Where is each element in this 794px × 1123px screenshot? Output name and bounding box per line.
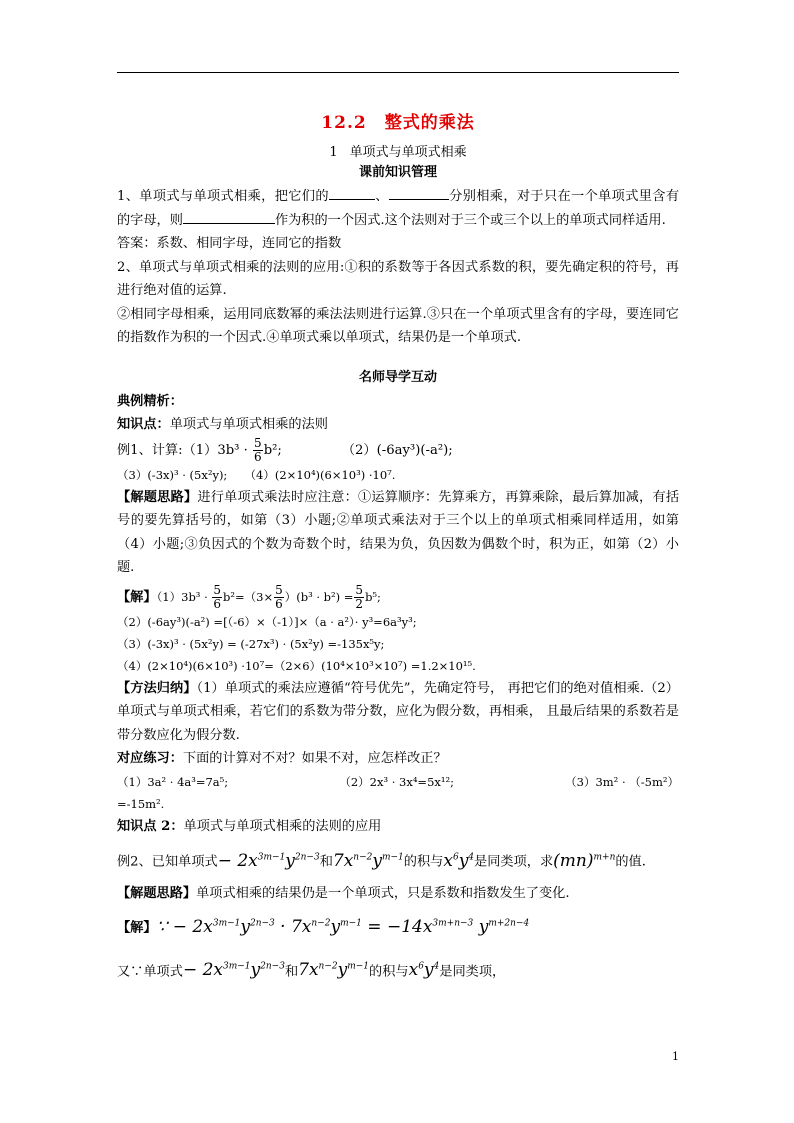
sol2-t5: = −14x: [361, 916, 433, 937]
method-summary: [117, 677, 679, 748]
page-title: [117, 108, 679, 133]
sol1-part-b: b²=（3×: [223, 589, 274, 604]
m3-base: x: [443, 850, 453, 871]
fill-blank-3[interactable]: [183, 222, 275, 224]
fill-blank-2[interactable]: [389, 198, 449, 200]
monomial-2: [298, 960, 369, 980]
question-2-cont: ②相同字母相乘，运用同底数幂的乘法法则进行运算.③只在一个单项式里含有的字母，要连同它的指数作为积的一个因式.④单项式乘以单项式，结果仍是一个单项式.: [117, 306, 679, 345]
m3-y-exp: 4: [468, 852, 475, 862]
example-2: [117, 842, 679, 878]
m1-exp: 3m−1: [257, 852, 286, 862]
header-rule: [117, 72, 679, 73]
m2-y: y: [372, 850, 382, 871]
typical-examples-label: 典例精析：: [117, 393, 183, 409]
ex2-part-e: 的值.: [615, 854, 646, 870]
solution-1-line-3: （3）(-3x)³ · (5x²y) = (-27x³) · (5x²y) =-135x⁵y;: [117, 636, 385, 651]
lm1-exp: 3m−1: [223, 961, 251, 972]
last-part-b: 和: [284, 964, 299, 980]
method-label: 【方法归纳】: [117, 680, 197, 696]
sol2-t6: y: [473, 916, 489, 937]
expression-mn: [553, 851, 615, 871]
section-heading-preview: 课前知识管理: [358, 165, 437, 180]
denominator: 6: [254, 449, 262, 464]
m1-y: y: [285, 850, 295, 871]
solution-1-line-4: （4）(2×10⁴)(6×10³) ·10⁷=（2×6）(10⁴×10³×10⁷) =1.2×10¹⁵.: [117, 658, 476, 673]
sol2-label: 【解】: [117, 920, 157, 936]
solution-2: [117, 907, 679, 945]
solution-1: [117, 584, 679, 611]
solution-2-equation: [157, 917, 530, 937]
mn-exp: m+n: [593, 852, 616, 862]
m1-base: − 2x: [217, 850, 258, 871]
practice: [117, 747, 679, 771]
q1-text-d: 作为积的一个因式.这个法则对于三个或三个以上的单项式同样适用.: [274, 212, 666, 228]
m3-y: y: [458, 850, 469, 871]
think2-label: 【解题思路】: [117, 885, 197, 901]
knowledge-point-1: [117, 413, 679, 437]
denominator: 6: [213, 596, 222, 611]
kp1-text: 单项式与单项式相乘的法则: [169, 417, 328, 432]
sol2-t2: y: [240, 916, 250, 937]
m1-y-exp: 2n−3: [294, 852, 320, 862]
mn-base: (mn): [553, 850, 594, 871]
fraction: [274, 584, 284, 611]
subtitle-text: 单项式与单项式相乘: [349, 145, 467, 160]
sol2-e1: 3m−1: [212, 918, 241, 929]
numerator: 5: [213, 582, 222, 597]
ex2-part-c: 的积与: [403, 854, 444, 870]
fraction: [354, 584, 364, 611]
practice-items: [117, 771, 679, 793]
sol2-e6: m+2n−4: [488, 918, 530, 929]
m2-exp: n−2: [353, 852, 373, 862]
subtitle-number: 1: [329, 145, 338, 160]
fraction: [253, 437, 263, 464]
q1-text-c: 分别相乘，对于只在一个单项式里含有的字母，则: [117, 189, 680, 228]
sol2-t4: y: [330, 916, 341, 937]
kp2-label: 知识点 2：: [117, 818, 184, 834]
question-1: [117, 185, 679, 232]
document-body: [117, 100, 679, 988]
lm1-y-exp: 2n−3: [260, 961, 285, 972]
example-1: [117, 437, 679, 464]
sol1-part-d: b⁵;: [365, 589, 381, 604]
section-heading-interaction: 名师导学互动: [358, 369, 437, 385]
solution-thinking-2: [117, 882, 679, 906]
sol1-part-a: （1）3b³ ·: [156, 589, 212, 604]
lm3-y: y: [423, 960, 434, 981]
lm2-y: y: [337, 960, 348, 981]
knowledge-point-2: [117, 815, 679, 839]
section-number: 12.2: [321, 113, 367, 133]
monomial-1: [218, 851, 320, 871]
denominator: 6: [275, 596, 283, 611]
lm1-base: − 2x: [182, 960, 223, 981]
think2-text: 单项式相乘的结果仍是一个单项式，只是系数和指数发生了变化.: [196, 885, 570, 901]
monomial-2: [333, 851, 404, 871]
m2-y-exp: m−1: [381, 852, 404, 862]
practice-item-1: （1）3a² · 4a³=7a⁵;: [117, 774, 229, 789]
monomial-1: [183, 960, 285, 980]
example-1-cont: （3）(-3x)³ · (5x²y); （4）(2×10⁴)(6×10³) ·10⁷.: [117, 467, 396, 482]
lm2-base: 7x: [298, 960, 319, 981]
m2-base: 7x: [332, 850, 354, 871]
lm3-exp: 6: [418, 961, 424, 972]
last-part-d: 是同类项，: [439, 964, 506, 980]
question-2: 2、单项式与单项式相乘的法则的应用:①积的系数等于各因式系数的积，要先确定积的符号，再进行绝对值的运算.: [117, 259, 679, 298]
sol2-t1: ∵ − 2x: [156, 916, 213, 937]
practice-item-3: （3）3m² · （-5m²）: [565, 774, 679, 789]
answer-line: 答案：系数、相同字母，连同它的指数: [117, 236, 342, 251]
sol2-e4: m−1: [340, 918, 362, 929]
lm1-y: y: [250, 960, 261, 981]
practice-label: 对应练习：: [117, 751, 183, 766]
subtitle: [117, 143, 679, 163]
page-number: 1: [672, 1050, 679, 1063]
sol2-t3: · 7x: [274, 916, 312, 937]
sol2-e2: 2n−3: [249, 918, 275, 929]
sol2-e3: n−2: [311, 918, 331, 929]
solution-2-cont: [117, 951, 679, 989]
lm3-base: x: [408, 960, 419, 981]
method-text: （1）单项式的乘法应遵循“符号优先”，先确定符号， 再把它们的绝对值相乘.（2）单项式与单项式相乘，若它们的系数为带分数，应化为假分数，再相乘， 且最后结果的系数若是带分数应化为假分数.: [117, 680, 679, 743]
section-title: 整式的乘法: [384, 113, 475, 133]
fraction: [212, 584, 222, 611]
lm3-y-exp: 4: [433, 961, 440, 972]
sol2-e5: 3m+n−3: [432, 918, 474, 929]
ex1-part-c: （2）(-6ay³)(-a²);: [341, 442, 453, 458]
m3-exp: 6: [452, 852, 459, 862]
lm2-exp: n−2: [318, 961, 338, 972]
monomial-3: [443, 851, 474, 871]
sol1-part-c: ）(b³ · b²) =: [284, 589, 354, 604]
q1-text-b: 、: [374, 189, 389, 204]
numerator: 5: [254, 435, 262, 450]
kp1-label: 知识点：: [117, 417, 170, 432]
think1-text: 进行单项式乘法时应注意：①运算顺序：先算乘方，再算乘除，最后算加减，有括号的要先算括号的，如第（3）小题;②单项式乘法对于三个以上的单项式相乘同样适用，如第（4）小题;③负因式的个数为奇数个时，结果为负，负因数为偶数个时，积为正，如第（2）小题.: [117, 489, 680, 575]
fill-blank-1[interactable]: [329, 198, 375, 200]
ex1-part-b: b²;: [263, 442, 282, 458]
ex2-part-a: 例2、已知单项式: [117, 854, 218, 870]
denominator: 2: [355, 596, 364, 611]
practice-text: 下面的计算对不对？如果不对，应怎样改正？: [182, 751, 447, 766]
last-part-c: 的积与: [369, 964, 409, 980]
q1-text-a: 1、单项式与单项式相乘，把它们的: [117, 189, 329, 204]
last-part-a: 又∵单项式: [117, 964, 183, 980]
practice-item-3-cont: =-15m².: [117, 796, 165, 811]
ex2-part-b: 和: [319, 854, 333, 870]
ex2-part-d: 是同类项，求: [474, 854, 554, 870]
solution-1-line-2: （2）(-6ay³)(-a²) =[（-6）×（-1）]×（a · a²）· y³=6a³y³;: [117, 614, 417, 629]
spacer: [117, 350, 679, 368]
sol1-label: 【解】: [117, 589, 157, 605]
ex1-part-a: 例1、计算:（1）3b³ ·: [117, 442, 253, 458]
practice-item-2: （2）2x³ · 3x⁴=5x¹²;: [339, 774, 454, 789]
lm2-y-exp: m−1: [347, 961, 370, 972]
numerator: 5: [275, 582, 283, 597]
numerator: 5: [355, 582, 364, 597]
monomial-3: [409, 960, 440, 980]
solution-thinking-1: [117, 486, 679, 580]
think1-label: 【解题思路】: [117, 489, 198, 505]
kp2-text: 单项式与单项式相乘的法则的应用: [183, 818, 382, 834]
